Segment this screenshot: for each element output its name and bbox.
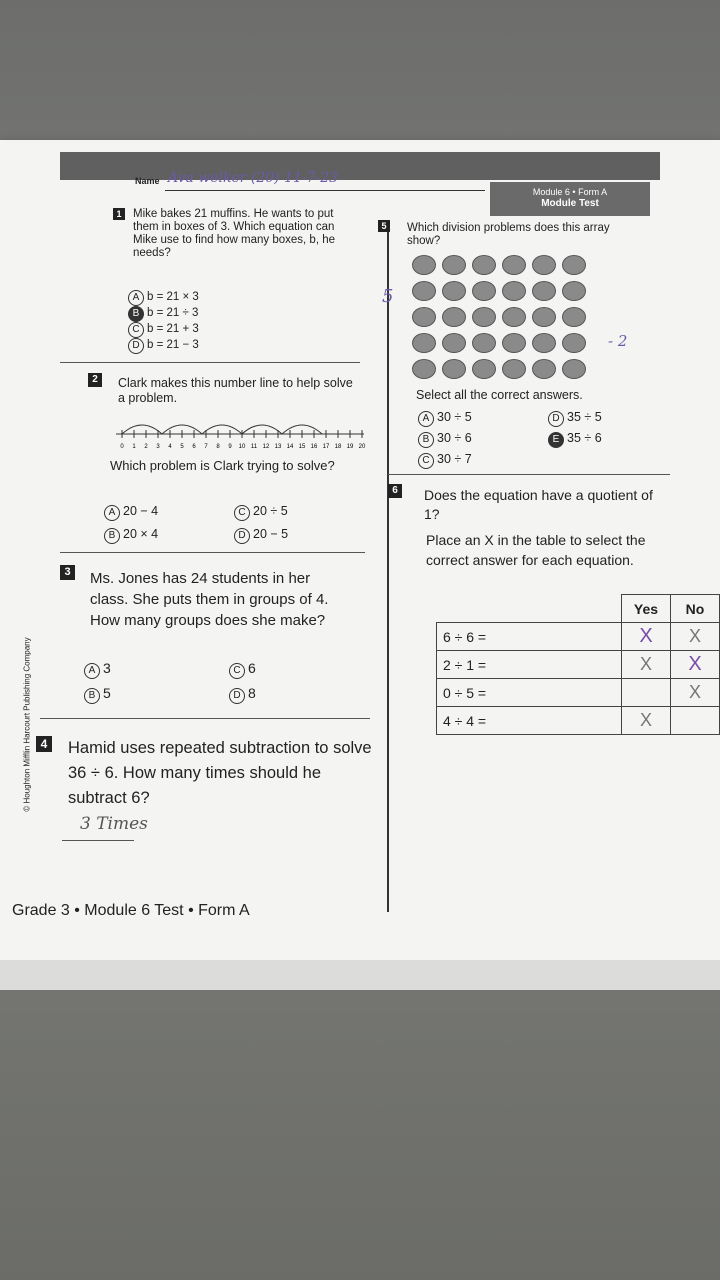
array-dot	[412, 307, 436, 327]
array-dot	[472, 281, 496, 301]
cell-no[interactable]	[671, 707, 720, 735]
dot-array	[412, 255, 602, 385]
number-line-label: 11	[250, 444, 258, 450]
q4-answer-line	[62, 840, 134, 841]
array-dot	[562, 307, 586, 327]
array-dot	[532, 307, 556, 327]
q1-option-d[interactable]: D b = 21 − 3	[128, 338, 199, 354]
array-dot	[502, 333, 526, 353]
q5-margin-note: 5	[382, 286, 394, 307]
test-sheet	[0, 140, 720, 970]
q2-options	[104, 504, 364, 544]
number-line-label: 14	[286, 444, 294, 450]
cell-no[interactable]: X	[671, 651, 720, 679]
number-line-label: 8	[216, 444, 220, 450]
cell-yes[interactable]	[622, 679, 671, 707]
student-name: Ava welker (20) 11-7-23	[168, 170, 339, 186]
table-row: 6 ÷ 6 = X X	[437, 623, 720, 651]
number-line-label: 15	[298, 444, 306, 450]
array-dot	[412, 255, 436, 275]
number-line-label: 18	[334, 444, 342, 450]
number-line-label: 9	[228, 444, 232, 450]
number-line-label: 19	[346, 444, 354, 450]
number-line-label: 2	[144, 444, 148, 450]
array-dot	[472, 359, 496, 379]
array-dot	[562, 255, 586, 275]
q5-options	[418, 410, 648, 469]
copyright: © Houghton Mifflin Harcourt Publishing Company	[22, 637, 32, 812]
array-dot	[532, 333, 556, 353]
number-line-label: 12	[262, 444, 270, 450]
number-line-label: 7	[204, 444, 208, 450]
array-dot	[442, 255, 466, 275]
sheet-stack-edge	[0, 960, 720, 990]
divider-q5	[388, 474, 670, 475]
q2-option-c[interactable]: C 20 ÷ 5	[234, 504, 364, 521]
q6-number: 6	[388, 484, 402, 498]
q2-option-d[interactable]: D 20 − 5	[234, 527, 364, 544]
q5-option-a[interactable]: A 30 ÷ 5	[418, 410, 548, 427]
q3-option-c[interactable]: C 6	[229, 660, 354, 679]
number-line-label: 17	[322, 444, 330, 450]
name-label: Name	[135, 176, 160, 186]
q5-option-d[interactable]: D 35 ÷ 5	[548, 410, 648, 427]
q6-table	[436, 594, 720, 735]
number-line-label: 3	[156, 444, 160, 450]
array-dot	[412, 359, 436, 379]
col-yes: Yes	[622, 595, 671, 623]
array-dot	[562, 333, 586, 353]
number-line-label: 6	[192, 444, 196, 450]
column-divider	[387, 222, 389, 912]
name-line	[165, 190, 485, 191]
q5-option-e[interactable]: E 35 ÷ 6	[548, 431, 648, 448]
array-dot	[502, 255, 526, 275]
q5-text: Which division problems does this array show?	[407, 222, 610, 247]
q2-number: 2	[88, 373, 102, 387]
number-line-label: 10	[238, 444, 246, 450]
cell-yes[interactable]: X	[622, 623, 671, 651]
q3-option-d[interactable]: D 8	[229, 685, 354, 704]
q4-text: Hamid uses repeated subtraction to solve 36 ÷ 6. How many times should he subtract 6?	[68, 739, 372, 807]
q3-option-a[interactable]: A 3	[84, 660, 229, 679]
table-row: 2 ÷ 1 = X X	[437, 651, 720, 679]
q1-number: 1	[113, 208, 125, 220]
table-row: 4 ÷ 4 = X	[437, 707, 720, 735]
divider-q3	[40, 718, 370, 719]
q3-text: Ms. Jones has 24 students in her class. She puts them in groups of 4. How many groups does she make?	[90, 570, 329, 629]
footer-text: Grade 3 • Module 6 Test • Form A	[12, 902, 250, 919]
array-dot	[442, 359, 466, 379]
q3-options	[84, 660, 354, 704]
cell-yes[interactable]: X	[622, 707, 671, 735]
array-dot	[502, 359, 526, 379]
number-line-label: 13	[274, 444, 282, 450]
q1-option-a[interactable]: A b = 21 × 3	[128, 290, 199, 306]
q2-text: Clark makes this number line to help solve a problem.	[118, 376, 353, 405]
q1-option-b[interactable]: B b = 21 ÷ 3	[128, 306, 199, 322]
number-line-label: 4	[168, 444, 172, 450]
q3-option-b[interactable]: B 5	[84, 685, 229, 704]
array-dot	[472, 255, 496, 275]
cell-no[interactable]: X	[671, 623, 720, 651]
array-dot	[412, 333, 436, 353]
badge-title: Module Test	[541, 198, 599, 209]
array-dot	[532, 359, 556, 379]
array-dot	[442, 281, 466, 301]
divider-q1	[60, 362, 360, 363]
q2-option-a[interactable]: A 20 − 4	[104, 504, 234, 521]
q1-option-c[interactable]: C b = 21 + 3	[128, 322, 199, 338]
array-dot	[412, 281, 436, 301]
array-dot	[442, 307, 466, 327]
divider-q2	[60, 552, 365, 553]
q5-select: Select all the correct answers.	[416, 388, 583, 402]
array-dot	[472, 307, 496, 327]
q4-number: 4	[36, 736, 52, 752]
cell-no[interactable]: X	[671, 679, 720, 707]
q5-number: 5	[378, 220, 390, 232]
q1-text: Mike bakes 21 muffins. He wants to put them in boxes of 3. Which equation can Mike use to find how many boxes, b, he needs?	[133, 208, 335, 259]
q6-text: Does the equation have a quotient of 1?	[424, 487, 653, 522]
module-badge	[490, 182, 650, 216]
q5-option-b[interactable]: B 30 ÷ 6	[418, 431, 548, 448]
q3-number: 3	[60, 565, 75, 580]
array-dot	[532, 281, 556, 301]
table-row: 0 ÷ 5 = X	[437, 679, 720, 707]
q6-instructions: Place an X in the table to select the correct answer for each equation.	[426, 532, 646, 568]
cell-yes[interactable]: X	[622, 651, 671, 679]
number-line-label: 16	[310, 444, 318, 450]
array-dot	[502, 307, 526, 327]
q5-row-note: - 2	[608, 332, 628, 350]
array-dot	[562, 281, 586, 301]
q1-options	[128, 290, 199, 354]
array-dot	[502, 281, 526, 301]
array-dot	[562, 359, 586, 379]
q4-answer: 3 Times	[80, 814, 148, 834]
array-dot	[532, 255, 556, 275]
badge-form: Module 6 • Form A	[532, 187, 608, 197]
number-line-label: 0	[120, 444, 124, 450]
col-no: No	[671, 595, 720, 623]
number-line-label: 5	[180, 444, 184, 450]
number-line	[112, 412, 368, 452]
array-dot	[442, 333, 466, 353]
array-dot	[472, 333, 496, 353]
q5-option-c[interactable]: C 30 ÷ 7	[418, 452, 548, 469]
q2-option-b[interactable]: B 20 × 4	[104, 527, 234, 544]
number-line-label: 1	[132, 444, 136, 450]
q2-question: Which problem is Clark trying to solve?	[110, 458, 335, 473]
number-line-label: 20	[358, 444, 366, 450]
